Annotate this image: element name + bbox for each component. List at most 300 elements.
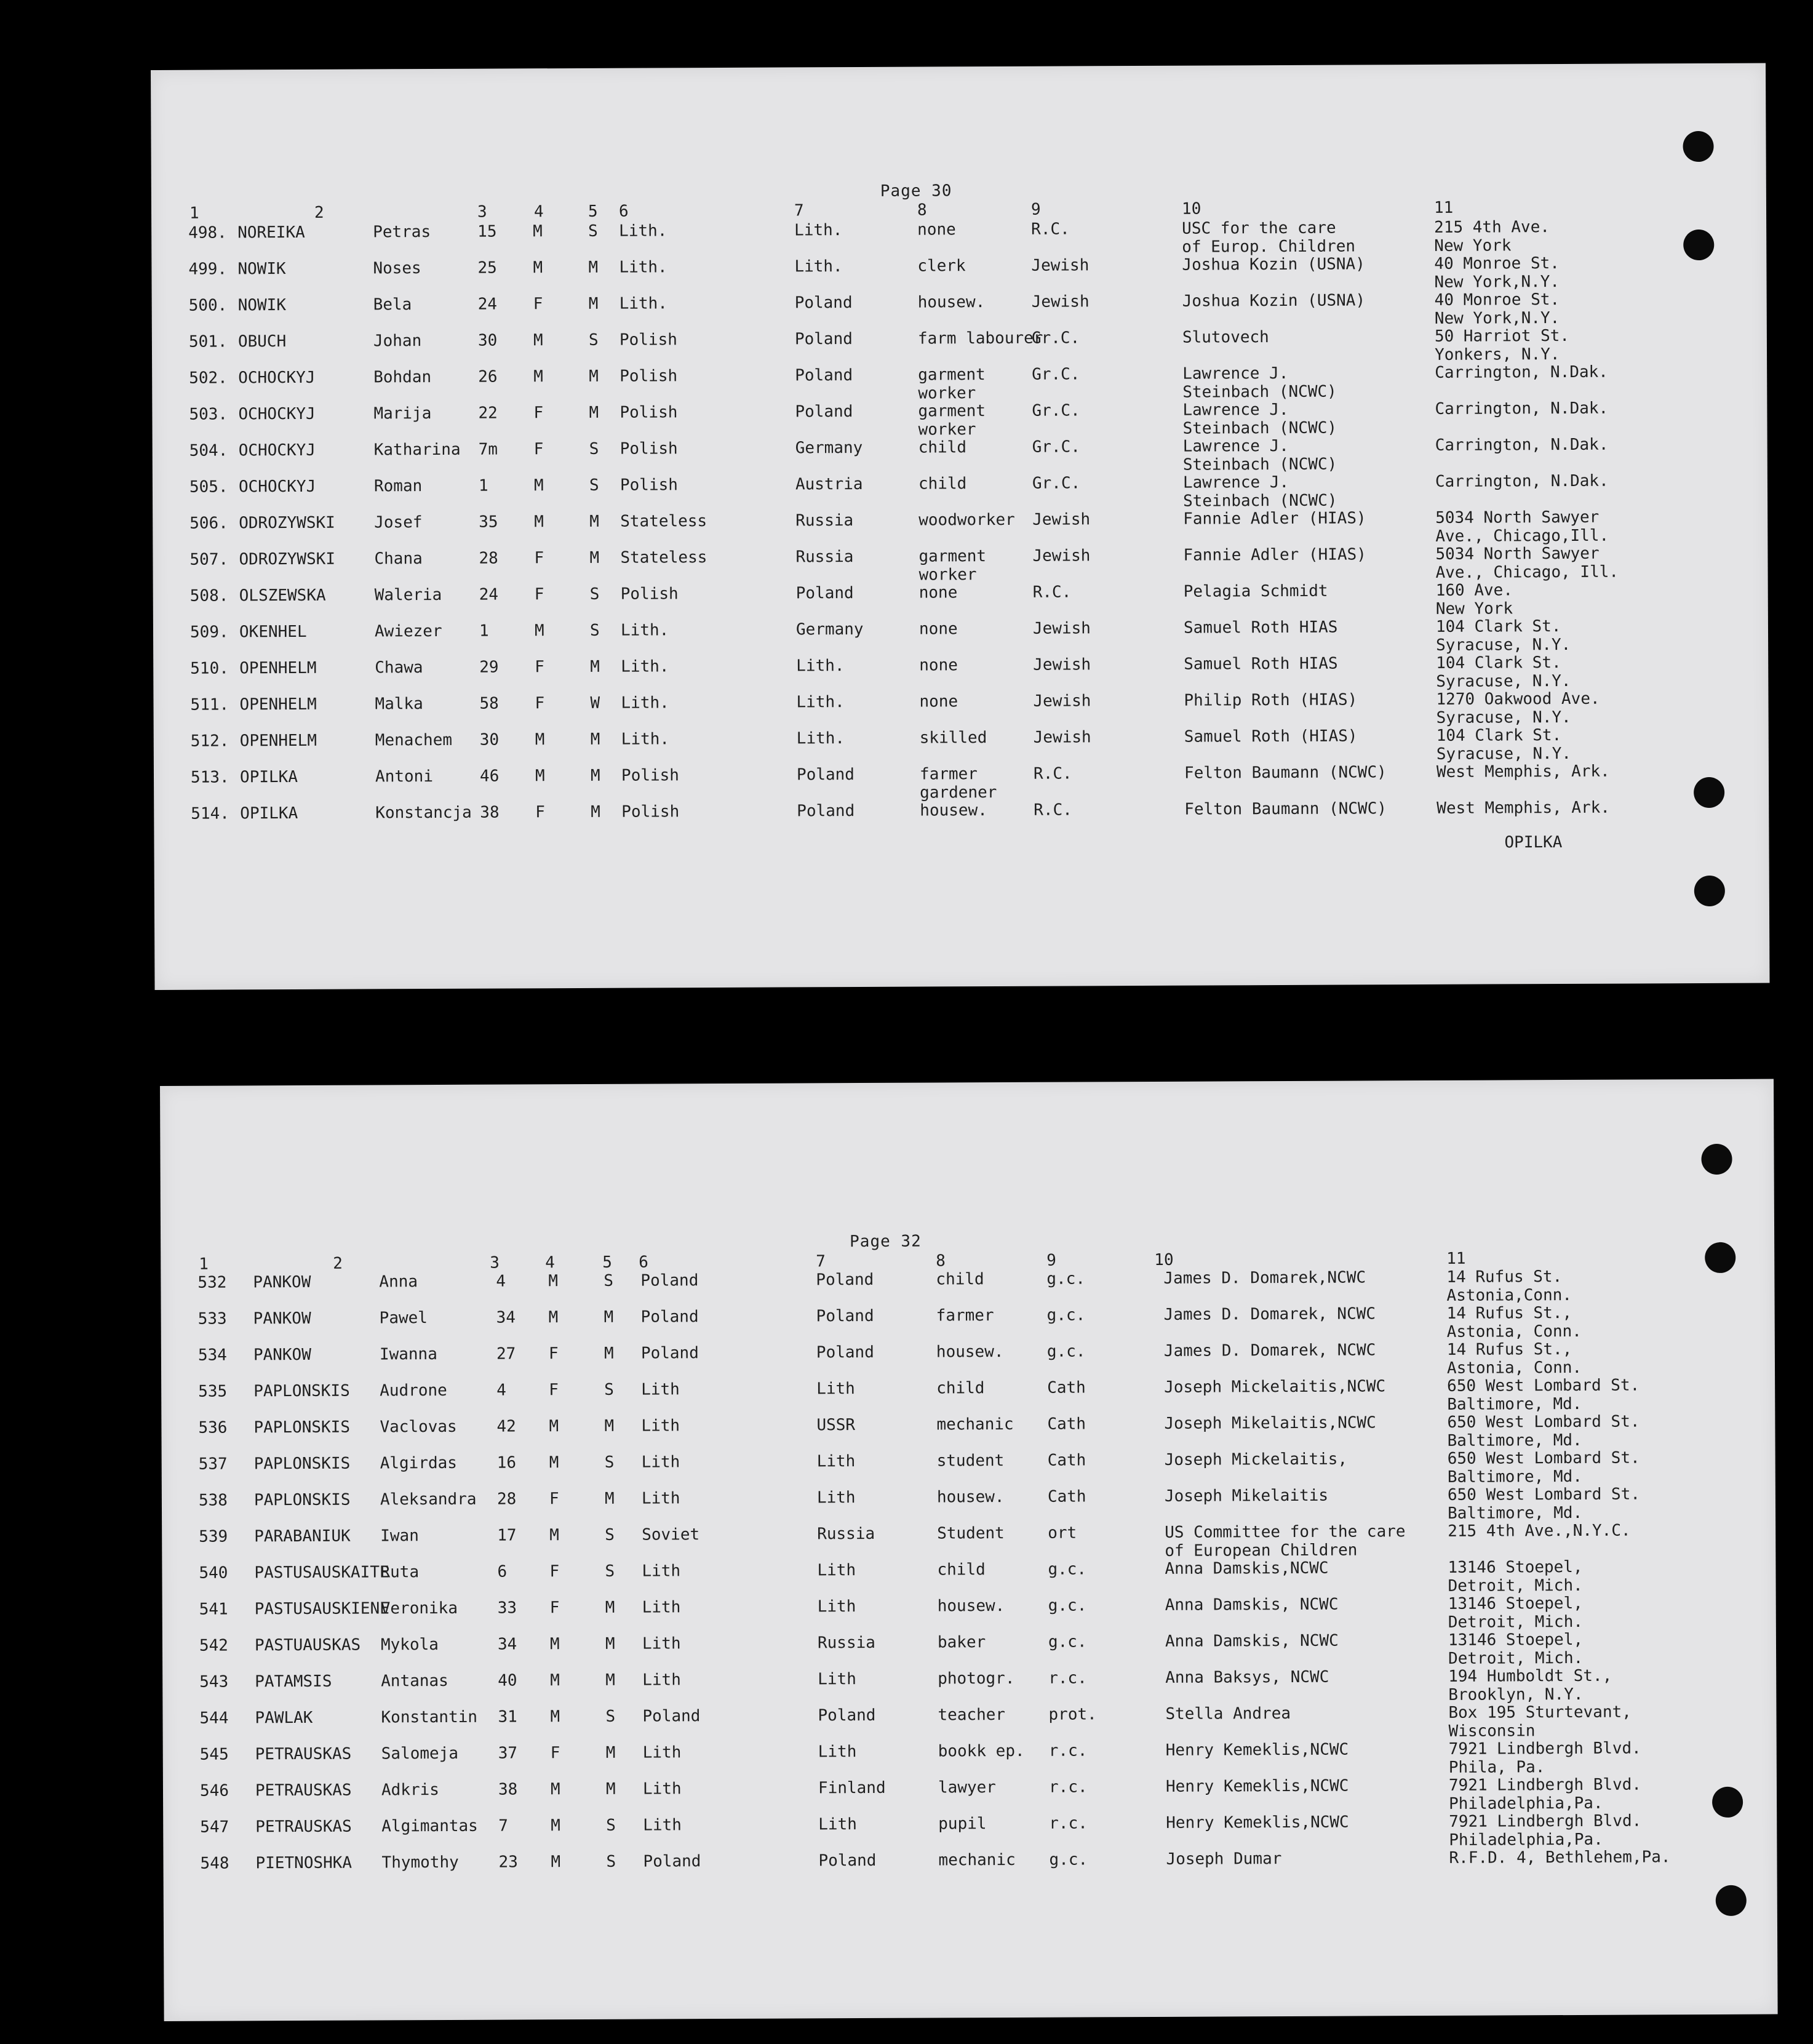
cell-rel: g.c.	[1046, 1306, 1086, 1325]
cell-surname: PETRAUSKAS	[255, 1817, 352, 1837]
index-tab-label: OPILKA	[1504, 833, 1563, 852]
cell-no: 532	[197, 1273, 227, 1292]
cell-addr: 1270 Oakwood Ave. Syracuse, N.Y.	[1436, 689, 1600, 727]
cell-status: M	[590, 766, 600, 785]
cell-sponsor: Henry Kemeklis,NCWC	[1165, 1740, 1349, 1760]
cell-sponsor: James D. Domarek, NCWC	[1163, 1341, 1376, 1360]
cell-sex: M	[533, 367, 543, 386]
cell-birth: Russia	[817, 1524, 875, 1544]
cell-birth: USSR	[816, 1416, 856, 1435]
cell-status: S	[605, 1562, 615, 1581]
cell-status: M	[589, 367, 599, 386]
cell-nat: Lith.	[619, 258, 667, 277]
cell-sex: M	[533, 331, 543, 350]
cell-sponsor: Pelagia Schmidt	[1183, 581, 1328, 601]
cell-no: 514.	[191, 804, 229, 823]
cell-status: M	[604, 1307, 614, 1327]
column-number: 10	[1154, 1250, 1174, 1269]
cell-surname: OPENHELM	[239, 731, 317, 751]
cell-rel: prot.	[1048, 1705, 1097, 1724]
column-number: 4	[545, 1253, 555, 1272]
cell-no: 540	[199, 1563, 228, 1583]
cell-addr: 160 Ave. New York	[1435, 581, 1513, 618]
cell-sponsor: Henry Kemeklis,NCWC	[1166, 1813, 1349, 1832]
cell-nat: Lith	[642, 1779, 682, 1798]
cell-sex: F	[534, 585, 544, 604]
cell-rel: Gr.C.	[1031, 329, 1080, 348]
cell-sex: F	[549, 1490, 559, 1509]
cell-given: Salomeja	[381, 1744, 459, 1763]
cell-status: M	[604, 1344, 614, 1363]
cell-surname: PASTUSAUSKIENE	[254, 1599, 389, 1619]
cell-no: 543	[199, 1672, 229, 1691]
cell-sex: M	[549, 1417, 559, 1436]
cell-no: 508.	[189, 586, 229, 605]
cell-rel: Jewish	[1032, 619, 1091, 638]
cell-sponsor: US Committee for the care of European Children	[1165, 1522, 1406, 1560]
cell-no: 541	[199, 1600, 228, 1619]
cell-birth: Lith	[816, 1488, 856, 1507]
cell-status: S	[606, 1852, 616, 1871]
cell-status: S	[589, 585, 600, 604]
cell-nat: Polish	[619, 330, 677, 349]
column-number: 6	[639, 1253, 648, 1272]
cell-occ: clerk	[917, 257, 966, 276]
cell-no: 542	[199, 1636, 229, 1655]
cell-sex: M	[549, 1526, 559, 1545]
cell-rel: g.c.	[1046, 1269, 1086, 1288]
cell-sponsor: Lawrence J. Steinbach (NCWC)	[1182, 364, 1337, 402]
cell-occ: farmer	[936, 1306, 994, 1325]
cell-birth: Lith.	[796, 729, 845, 748]
cell-occ: garment worker	[918, 402, 986, 439]
cell-sponsor: Joseph Mickelaitis,NCWC	[1164, 1377, 1386, 1397]
cell-status: M	[605, 1671, 615, 1690]
cell-status: M	[589, 548, 600, 567]
punch-hole	[1705, 1242, 1735, 1273]
cell-sponsor: Joshua Kozin (USNA)	[1182, 255, 1365, 274]
cell-sex: F	[535, 694, 545, 713]
cell-sex: F	[550, 1744, 560, 1763]
cell-addr: 50 Harriot St. Yonkers, N.Y.	[1434, 326, 1570, 364]
cell-addr: 40 Monroe St. New York,N.Y.	[1434, 290, 1560, 328]
cell-age: 29	[479, 658, 499, 677]
cell-age: 27	[496, 1344, 516, 1363]
cell-sex: F	[535, 658, 544, 677]
cell-age: 38	[498, 1780, 518, 1799]
cell-nat: Lith	[642, 1743, 682, 1762]
cell-sponsor: Joseph Mikelaitis	[1164, 1486, 1329, 1506]
cell-no: 500.	[188, 296, 228, 315]
cell-addr: 215 4th Ave. New York	[1434, 218, 1550, 255]
cell-rel: Cath	[1047, 1487, 1086, 1506]
cell-given: Johan	[373, 332, 422, 351]
cell-nat: Lith.	[620, 621, 669, 640]
cell-birth: Lith	[817, 1561, 856, 1580]
punch-hole	[1694, 777, 1724, 808]
cell-sex: M	[549, 1453, 559, 1472]
cell-rel: g.c.	[1049, 1850, 1088, 1869]
cell-no: 504.	[189, 441, 228, 460]
cell-sex: M	[548, 1308, 559, 1327]
cell-age: 23	[498, 1853, 518, 1872]
cell-sponsor: Lawrence J. Steinbach (NCWC)	[1182, 400, 1337, 438]
cell-surname: PETRAUSKAS	[255, 1744, 352, 1764]
cell-age: 30	[479, 730, 500, 749]
cell-occ: mechanic	[938, 1850, 1016, 1870]
cell-age: 7m	[478, 440, 498, 459]
cell-rel: Jewish	[1033, 655, 1091, 674]
cell-status: S	[604, 1380, 614, 1399]
cell-status: S	[605, 1525, 615, 1544]
cell-status: M	[605, 1779, 616, 1798]
cell-given: Ruta	[380, 1563, 420, 1582]
cell-occ: teacher	[938, 1706, 1006, 1725]
cell-addr: 104 Clark St. Syracuse, N.Y.	[1435, 617, 1571, 655]
cell-nat: Lith	[643, 1816, 682, 1835]
cell-birth: Lith.	[796, 693, 845, 712]
cell-status: S	[588, 330, 599, 349]
cell-no: 544	[199, 1709, 229, 1728]
cell-rel: Gr.C.	[1032, 474, 1081, 493]
cell-birth: Germany	[795, 620, 864, 639]
cell-age: 46	[479, 767, 500, 786]
cell-sponsor: USC for the care of Europ. Children	[1182, 218, 1356, 257]
cell-addr: 104 Clark St. Syracuse, N.Y.	[1436, 653, 1571, 691]
cell-occ: housew.	[937, 1597, 1005, 1616]
cell-nat: Poland	[640, 1307, 699, 1327]
cell-age: 1	[479, 621, 489, 641]
cell-nat: Lith	[642, 1562, 681, 1581]
cell-status: M	[589, 512, 599, 531]
cell-addr: Carrington, N.Dak.	[1435, 471, 1609, 491]
cell-birth: Poland	[795, 584, 854, 603]
cell-sex: M	[534, 621, 544, 641]
cell-addr: Carrington, N.Dak.	[1435, 399, 1609, 418]
cell-age: 28	[496, 1490, 517, 1509]
cell-surname: ODROZYWSKI	[239, 549, 336, 569]
column-number: 1	[189, 204, 199, 223]
column-number: 11	[1446, 1249, 1466, 1268]
cell-occ: child	[918, 438, 967, 457]
cell-birth: Lith.	[794, 257, 843, 276]
cell-no: 534	[197, 1346, 227, 1365]
cell-given: Antanas	[381, 1671, 448, 1691]
cell-addr: West Memphis, Ark.	[1436, 798, 1611, 818]
cell-given: Chawa	[375, 658, 423, 677]
punch-hole	[1683, 230, 1714, 260]
cell-surname: OPILKA	[240, 804, 298, 823]
cell-sponsor: Anna Damskis, NCWC	[1165, 1595, 1339, 1615]
cell-surname: NOWIK	[237, 260, 286, 279]
cell-birth: Austria	[795, 474, 863, 494]
cell-surname: OPENHELM	[239, 658, 317, 678]
cell-birth: Russia	[795, 548, 854, 567]
cell-birth: Poland	[795, 402, 853, 421]
column-number: 6	[618, 202, 629, 221]
cell-addr: 104 Clark St. Syracuse, N.Y.	[1436, 726, 1572, 764]
cell-birth: Lith	[818, 1815, 857, 1834]
cell-rel: Jewish	[1032, 510, 1091, 529]
cell-no: 507.	[189, 550, 229, 569]
cell-surname: PANKOW	[253, 1309, 311, 1328]
cell-age: 24	[477, 295, 498, 314]
cell-rel: Jewish	[1032, 546, 1091, 565]
cell-nat: Lith.	[621, 657, 669, 676]
cell-no: 511.	[190, 695, 229, 714]
cell-given: Malka	[375, 695, 423, 714]
cell-addr: 5034 North Sawyer Ave., Chicago,Ill.	[1435, 508, 1609, 546]
cell-occ: bookk ep.	[938, 1741, 1025, 1761]
cell-given: Audrone	[380, 1381, 447, 1400]
cell-addr: 7921 Lindbergh Blvd. Phila, Pa.	[1448, 1739, 1641, 1777]
cell-sponsor: Joseph Mickelaitis,	[1164, 1450, 1348, 1469]
cell-birth: Poland	[816, 1343, 874, 1362]
cell-sponsor: Anna Damskis, NCWC	[1165, 1631, 1339, 1651]
cell-rel: r.c.	[1049, 1814, 1088, 1833]
cell-rel: ort	[1048, 1523, 1077, 1543]
cell-occ: mechanic	[936, 1415, 1014, 1434]
cell-occ: housew.	[920, 801, 987, 820]
cell-birth: Lith	[818, 1670, 856, 1689]
cell-birth: Russia	[817, 1633, 875, 1653]
cell-status: M	[604, 1489, 615, 1508]
cell-status: M	[590, 657, 600, 676]
cell-sponsor: Felton Baumann (NCWC)	[1184, 799, 1387, 819]
cell-birth: Lith	[818, 1743, 857, 1762]
cell-sponsor: James D. Domarek, NCWC	[1163, 1304, 1376, 1324]
cell-rel: g.c.	[1046, 1342, 1086, 1361]
cell-status: S	[589, 476, 599, 495]
cell-no: 547	[200, 1818, 229, 1837]
cell-status: M	[605, 1598, 615, 1617]
cell-surname: NOWIK	[237, 296, 287, 315]
cell-rel: r.c.	[1048, 1669, 1087, 1688]
cell-age: 35	[479, 513, 498, 532]
column-number: 11	[1433, 198, 1454, 217]
cell-occ: student	[936, 1451, 1005, 1471]
cell-given: Marija	[373, 404, 432, 423]
cell-nat: Polish	[620, 367, 678, 386]
cell-rel: Gr.C.	[1032, 365, 1080, 384]
cell-nat: Lith	[642, 1598, 681, 1617]
cell-rel: R.C.	[1034, 800, 1072, 820]
cell-no: 510.	[190, 659, 229, 678]
cell-sex: M	[533, 222, 543, 241]
cell-addr: Carrington, N.Dak.	[1435, 362, 1608, 382]
cell-sex: M	[533, 258, 543, 277]
cell-surname: PAPLONSKIS	[253, 1418, 351, 1437]
cell-surname: PIETNOSHKA	[255, 1853, 353, 1873]
cell-nat: Polish	[620, 403, 678, 422]
cell-addr: 13146 Stoepel, Detroit, Mich.	[1448, 1594, 1584, 1632]
cell-nat: Lith.	[621, 693, 669, 713]
cell-surname: OBUCH	[237, 332, 287, 351]
cell-occ: child	[937, 1560, 986, 1579]
cell-occ: none	[919, 656, 958, 675]
sheet-page-30	[151, 63, 1769, 990]
cell-status: S	[604, 1453, 615, 1472]
cell-age: 33	[497, 1599, 517, 1618]
cell-status: W	[590, 693, 600, 713]
cell-surname: OCHOCKYJ	[238, 404, 316, 424]
cell-birth: Poland	[816, 1270, 874, 1290]
cell-surname: PAPLONSKIS	[253, 1454, 351, 1474]
cell-addr: R.F.D. 4, Bethlehem,Pa.	[1449, 1848, 1671, 1867]
cell-given: Iwanna	[379, 1345, 437, 1364]
cell-age: 16	[496, 1453, 517, 1472]
column-number: 9	[1030, 200, 1041, 219]
cell-age: 34	[497, 1635, 517, 1654]
cell-surname: PANKOW	[253, 1345, 311, 1365]
cell-given: Bohdan	[373, 368, 432, 387]
cell-sex: F	[533, 404, 544, 423]
cell-status: M	[588, 294, 599, 313]
cell-given: Adkris	[381, 1781, 439, 1800]
cell-given: Anna	[379, 1272, 418, 1291]
column-number: 3	[490, 1253, 500, 1272]
cell-no: 499.	[188, 260, 228, 279]
cell-age: 17	[497, 1526, 517, 1545]
column-number: 5	[588, 202, 598, 221]
cell-surname: OPILKA	[239, 767, 298, 787]
cell-surname: PATAMSIS	[255, 1672, 332, 1691]
cell-addr: Carrington, N.Dak.	[1435, 435, 1609, 455]
cell-no: 545	[199, 1745, 229, 1764]
cell-rel: R.C.	[1031, 220, 1070, 239]
cell-age: 6	[497, 1562, 508, 1581]
cell-sex: F	[535, 803, 545, 822]
cell-given: Vaclovas	[380, 1417, 457, 1437]
punch-hole	[1683, 131, 1713, 162]
cell-given: Chana	[374, 549, 423, 569]
cell-no: 548	[200, 1854, 229, 1873]
cell-age: 30	[477, 331, 498, 350]
cell-birth: Poland	[795, 366, 853, 385]
cell-sponsor: Stella Andrea	[1165, 1704, 1291, 1723]
cell-rel: r.c.	[1048, 1741, 1088, 1760]
cell-status: M	[591, 802, 600, 821]
cell-status: S	[589, 439, 599, 458]
cell-status: M	[605, 1634, 615, 1653]
cell-surname: PAWLAK	[255, 1708, 313, 1728]
cell-given: Waleria	[374, 585, 442, 605]
cell-rel: Cath	[1047, 1415, 1086, 1434]
cell-addr: 194 Humboldt St., Brooklyn, N.Y.	[1448, 1666, 1612, 1704]
cell-surname: PASTUAUSKAS	[254, 1635, 361, 1655]
cell-sponsor: Slutovech	[1182, 328, 1269, 347]
cell-occ: housew.	[936, 1488, 1005, 1507]
cell-given: Menachem	[375, 730, 453, 750]
cell-occ: none	[919, 692, 958, 711]
cell-birth: Poland	[818, 1706, 876, 1725]
cell-occ: none	[918, 583, 958, 602]
cell-nat: Polish	[620, 439, 678, 458]
cell-nat: Lith.	[621, 730, 670, 749]
cell-given: Roman	[373, 477, 423, 496]
cell-addr: 650 West Lombard St. Baltimore, Md.	[1447, 1412, 1640, 1450]
cell-sex: F	[549, 1562, 560, 1581]
cell-rel: Gr.C.	[1032, 401, 1080, 420]
column-number: 9	[1046, 1251, 1056, 1270]
cell-nat: Polish	[621, 766, 679, 785]
cell-age: 42	[496, 1417, 516, 1436]
cell-sex: M	[533, 476, 544, 495]
cell-sex: M	[551, 1853, 561, 1872]
cell-birth: Germany	[795, 438, 863, 458]
cell-sex: M	[534, 513, 544, 532]
cell-birth: Lith	[817, 1597, 856, 1616]
cell-sponsor: Anna Damskis,NCWC	[1165, 1559, 1329, 1578]
sheet-page-32	[160, 1079, 1778, 2021]
punch-hole	[1701, 1144, 1732, 1175]
cell-no: 501.	[188, 332, 228, 351]
cell-surname: OCHOCKYJ	[238, 441, 316, 460]
cell-sex: F	[533, 295, 543, 314]
cell-birth: Lith.	[796, 657, 845, 676]
cell-addr: West Memphis, Ark.	[1436, 762, 1610, 781]
cell-sponsor: Lawrence J. Steinbach (NCWC)	[1182, 436, 1337, 474]
cell-given: Algirdas	[380, 1453, 457, 1473]
cell-status: M	[588, 258, 599, 277]
cell-given: Noses	[373, 259, 421, 278]
cell-surname: PAPLONSKIS	[253, 1490, 351, 1510]
cell-rel: Jewish	[1031, 292, 1090, 311]
cell-occ: Student	[937, 1524, 1005, 1543]
cell-status: M	[589, 403, 599, 422]
cell-birth: Russia	[795, 511, 854, 530]
cell-sex: M	[550, 1780, 560, 1799]
cell-sponsor: Anna Baksys, NCWC	[1165, 1667, 1329, 1687]
column-number: 3	[477, 202, 487, 222]
cell-nat: Polish	[620, 585, 679, 604]
cell-no: 546	[199, 1781, 229, 1800]
column-number: 5	[602, 1253, 612, 1272]
cell-birth: Lith.	[794, 221, 843, 240]
cell-occ: child	[936, 1270, 984, 1289]
cell-age: 22	[478, 404, 498, 423]
cell-no: 506.	[189, 514, 228, 533]
cell-surname: OPENHELM	[239, 695, 317, 714]
cell-status: S	[605, 1707, 616, 1726]
cell-rel: r.c.	[1048, 1778, 1088, 1797]
cell-sponsor: Henry Kemeklis,NCWC	[1165, 1776, 1349, 1796]
cell-given: Petras	[373, 223, 431, 242]
cell-rel: Jewish	[1033, 728, 1091, 747]
punch-hole	[1712, 1787, 1743, 1818]
cell-nat: Poland	[642, 1707, 701, 1726]
cell-rel: Jewish	[1031, 256, 1090, 275]
cell-addr: 7921 Lindbergh Blvd. Philadelphia,Pa.	[1448, 1775, 1642, 1813]
cell-given: Katharina	[373, 440, 461, 460]
cell-sponsor: Joshua Kozin (USNA)	[1182, 291, 1366, 311]
column-number: 8	[917, 201, 927, 220]
cell-given: Bela	[373, 295, 412, 314]
column-number: 1	[199, 1255, 209, 1274]
cell-birth: Poland	[794, 330, 853, 349]
cell-addr: 650 West Lombard St. Baltimore, Md.	[1447, 1448, 1640, 1487]
cell-age: 24	[479, 585, 499, 604]
cell-status: M	[604, 1416, 615, 1435]
cell-surname: ODROZYWSKI	[239, 513, 335, 533]
cell-no: 513.	[190, 768, 229, 787]
cell-occ: lawyer	[938, 1778, 996, 1797]
cell-sponsor: Fannie Adler (HIAS)	[1183, 545, 1366, 565]
cell-nat: Lith	[641, 1416, 680, 1435]
cell-given: Iwan	[380, 1527, 419, 1546]
cell-no: 535	[198, 1382, 228, 1401]
cell-nat: Lith	[641, 1380, 680, 1399]
